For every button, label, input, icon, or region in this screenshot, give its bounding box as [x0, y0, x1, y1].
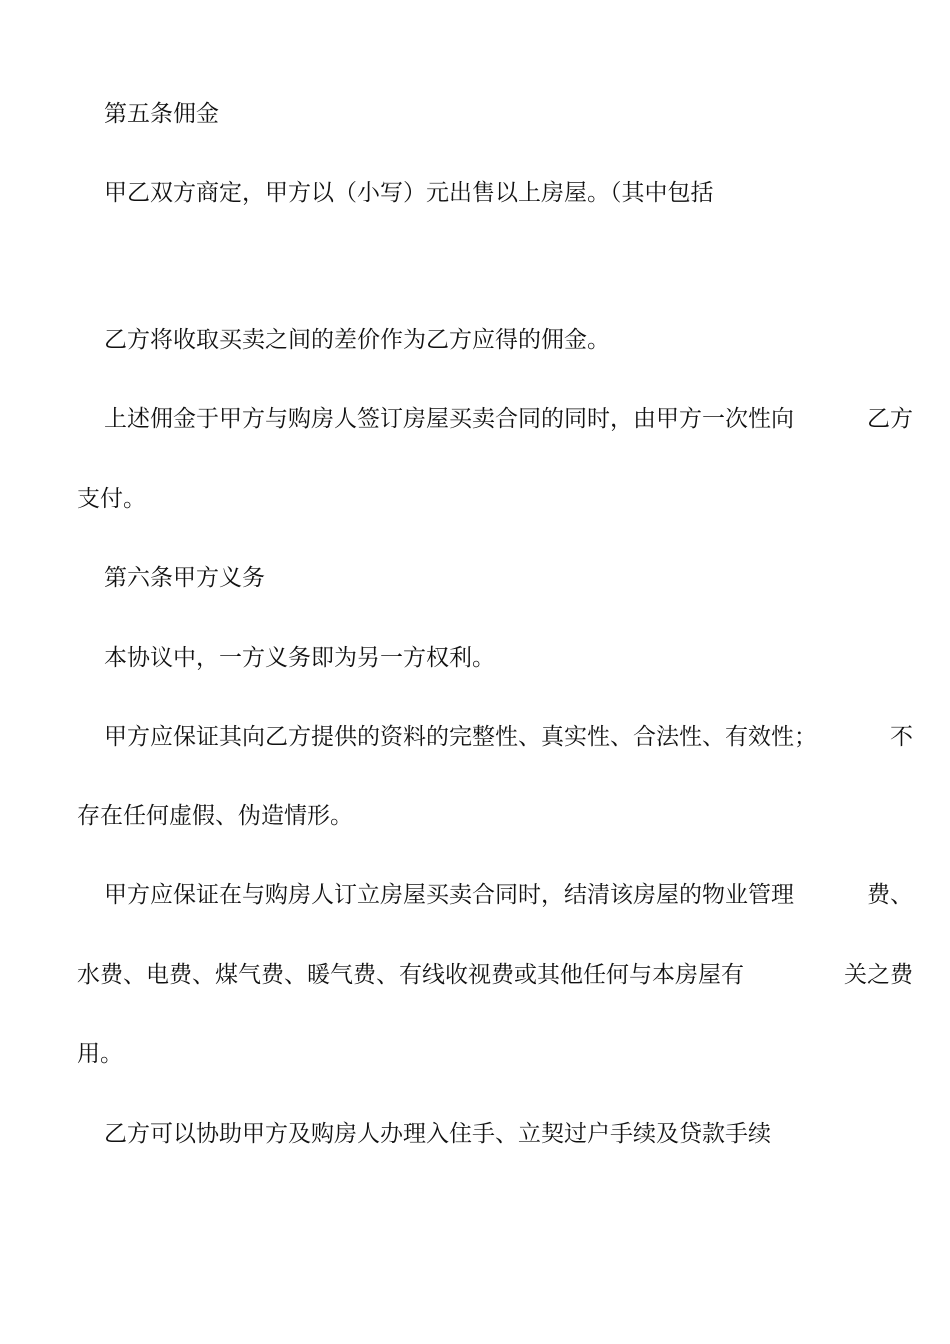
- text-segment: 上述佣金于甲方与购房人签订房屋买卖合同的同时，由甲方一次性向: [104, 406, 794, 432]
- article-5-heading: 第五条佣金: [104, 101, 219, 127]
- article-6-heading: 第六条甲方义务: [104, 565, 265, 591]
- paragraph-materials-guarantee-line1: [104, 722, 913, 752]
- paragraph-fees-settlement-line2: [77, 960, 913, 990]
- paragraph-fees-settlement-line1: [104, 880, 913, 910]
- paragraph-obligation-rights: 本协议中，一方义务即为另一方权利。: [104, 645, 495, 671]
- text-segment: 乙方: [867, 406, 913, 432]
- text-segment: 甲方应保证其向乙方提供的资料的完整性、真实性、合法性、有效性；: [104, 724, 817, 750]
- paragraph-assist-procedures: 乙方可以协助甲方及购房人办理入住手、立契过户手续及贷款手续: [104, 1121, 771, 1147]
- paragraph-commission-difference: 乙方将收取买卖之间的差价作为乙方应得的佣金。: [104, 327, 610, 353]
- paragraph-commission-payment-line2: 支付。: [77, 486, 146, 512]
- text-segment: 费、: [867, 882, 913, 908]
- paragraph-materials-guarantee-line2: 存在任何虚假、伪造情形。: [77, 803, 353, 829]
- text-segment: 甲方应保证在与购房人订立房屋买卖合同时，结清该房屋的物业管理: [104, 882, 794, 908]
- text-segment: 关之费: [844, 962, 913, 988]
- paragraph-fees-settlement-line3: 用。: [77, 1041, 123, 1067]
- paragraph-price-agreement: 甲乙双方商定，甲方以（小写）元出售以上房屋。（其中包括: [104, 180, 714, 206]
- paragraph-commission-payment-line1: [104, 404, 913, 434]
- text-segment: 水费、电费、煤气费、暖气费、有线收视费或其他任何与本房屋有: [77, 962, 744, 988]
- text-segment: 不: [890, 724, 913, 750]
